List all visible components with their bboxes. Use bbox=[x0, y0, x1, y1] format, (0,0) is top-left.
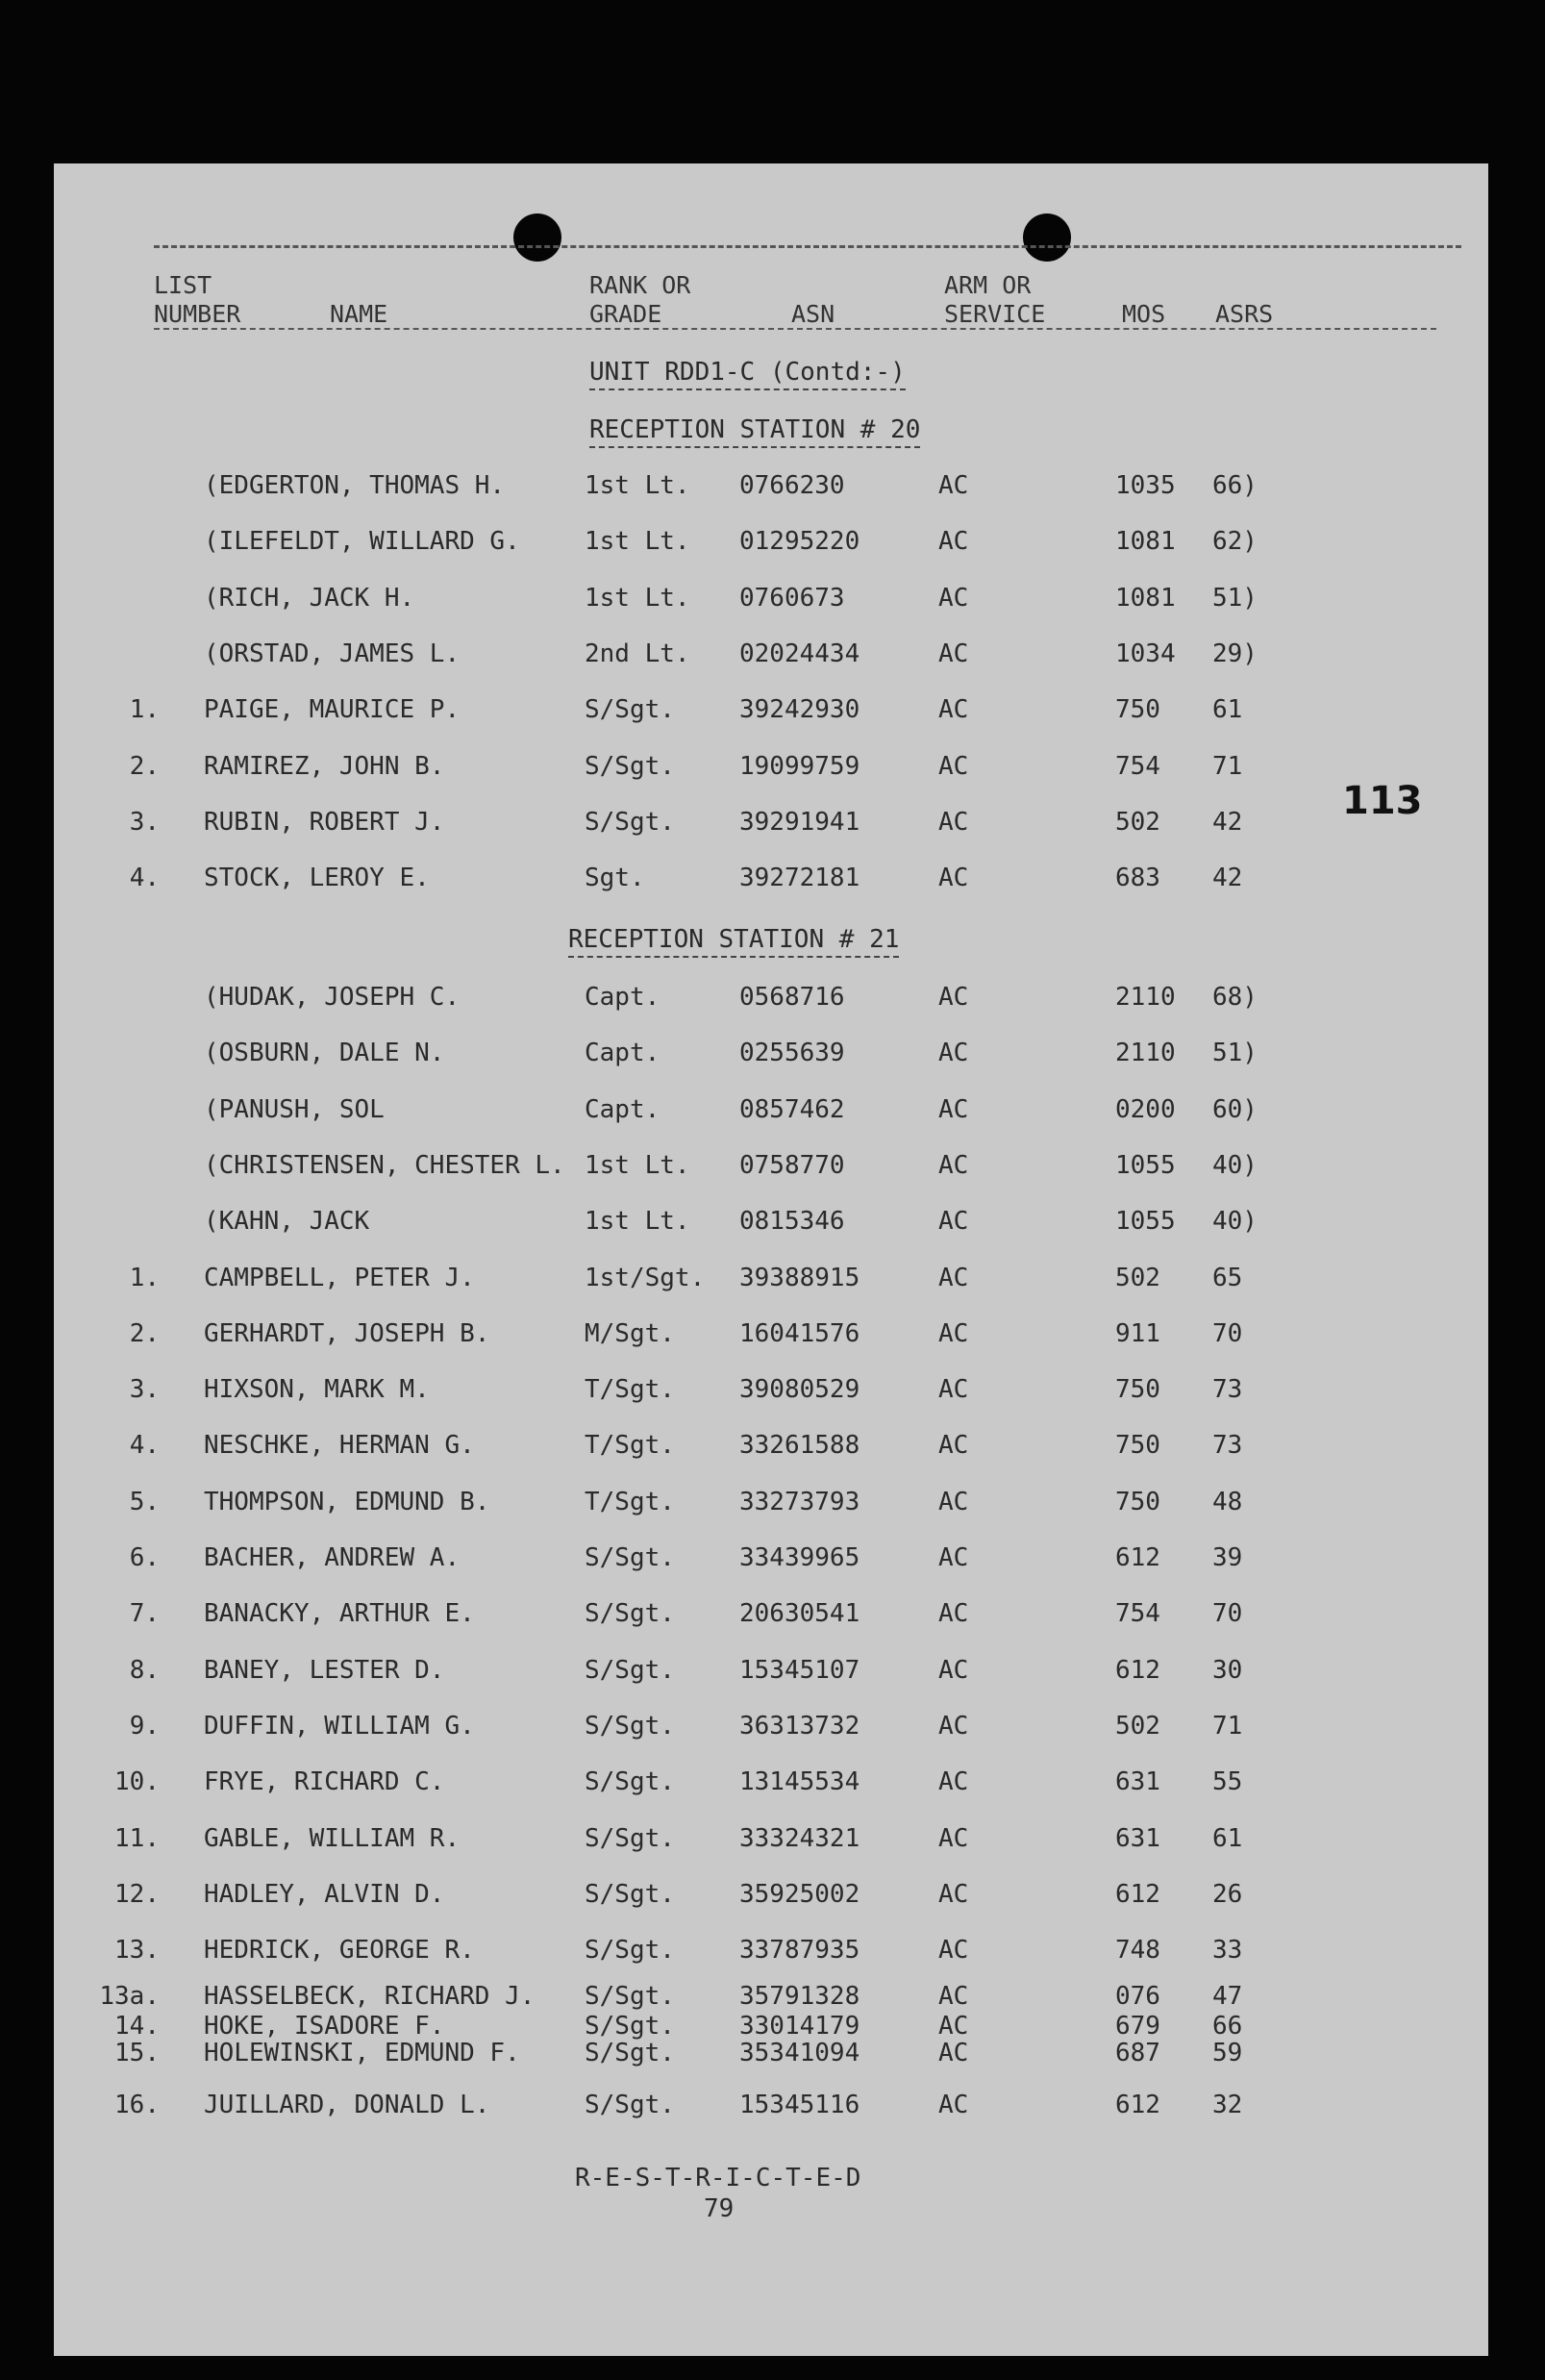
cell-asn: 16041576 bbox=[739, 1318, 860, 1348]
cell-rank: S/Sgt. bbox=[585, 751, 675, 781]
cell-rank: M/Sgt. bbox=[585, 1318, 675, 1348]
cell-mos: 631 bbox=[1115, 1767, 1160, 1797]
cell-arm: AC bbox=[938, 1823, 969, 1853]
cell-name: FRYE, RICHARD C. bbox=[204, 1767, 445, 1797]
page-number: 79 bbox=[704, 2194, 735, 2223]
cell-name: (ILEFELDT, WILLARD G. bbox=[204, 527, 520, 557]
cell-mos: 754 bbox=[1115, 1599, 1160, 1629]
cell-asrs: 68) bbox=[1212, 983, 1258, 1012]
cell-rank: S/Sgt. bbox=[585, 1936, 675, 1966]
cell-asrs: 40) bbox=[1212, 1207, 1258, 1237]
cell-arm: AC bbox=[938, 1094, 969, 1124]
cell-mos: 1081 bbox=[1115, 527, 1176, 557]
header-asn: ASN bbox=[791, 300, 835, 328]
cell-arm: AC bbox=[938, 1711, 969, 1741]
cell-asn: 39388915 bbox=[739, 1263, 860, 1292]
cell-rank: S/Sgt. bbox=[585, 1767, 675, 1797]
cell-arm: AC bbox=[938, 807, 969, 837]
cell-mos: 502 bbox=[1115, 807, 1160, 837]
cell-mos: 750 bbox=[1115, 695, 1160, 725]
cell-asrs: 70 bbox=[1212, 1599, 1243, 1629]
cell-num: 16. bbox=[114, 2091, 160, 2120]
cell-name: (KAHN, JACK bbox=[204, 1207, 370, 1237]
cell-mos: 750 bbox=[1115, 1487, 1160, 1516]
cell-rank: T/Sgt. bbox=[585, 1487, 675, 1516]
cell-mos: 748 bbox=[1115, 1936, 1160, 1966]
cell-num: 1. bbox=[129, 1263, 160, 1292]
cell-num: 4. bbox=[129, 864, 160, 893]
cell-name: PAIGE, MAURICE P. bbox=[204, 695, 461, 725]
page-number-stamp: 113 bbox=[1342, 779, 1423, 823]
header-asrs: ASRS bbox=[1215, 300, 1274, 328]
cell-name: (PANUSH, SOL bbox=[204, 1094, 385, 1124]
cell-name: STOCK, LEROY E. bbox=[204, 864, 430, 893]
cell-asn: 13145534 bbox=[739, 1767, 860, 1797]
cell-name: HOLEWINSKI, EDMUND F. bbox=[204, 2039, 520, 2067]
cell-num: 15. bbox=[114, 2039, 160, 2067]
cell-arm: AC bbox=[938, 1150, 969, 1180]
cell-asn: 33324321 bbox=[739, 1823, 860, 1853]
cell-asn: 19099759 bbox=[739, 751, 860, 781]
cell-num: 9. bbox=[129, 1711, 160, 1741]
cell-arm: AC bbox=[938, 1599, 969, 1629]
cell-arm: AC bbox=[938, 1431, 969, 1461]
cell-name: (RICH, JACK H. bbox=[204, 583, 415, 613]
cell-asrs: 55 bbox=[1212, 1767, 1243, 1797]
cell-arm: AC bbox=[938, 1936, 969, 1966]
cell-name: (EDGERTON, THOMAS H. bbox=[204, 471, 506, 500]
header-underline bbox=[154, 328, 1436, 330]
cell-mos: 502 bbox=[1115, 1711, 1160, 1741]
cell-arm: AC bbox=[938, 1982, 969, 2012]
cell-mos: 1081 bbox=[1115, 583, 1176, 613]
header-mos: MOS bbox=[1122, 300, 1166, 328]
cell-asn: 0857462 bbox=[739, 1094, 845, 1124]
cell-name: (ORSTAD, JAMES L. bbox=[204, 639, 461, 668]
cell-arm: AC bbox=[938, 1543, 969, 1572]
cell-num: 14. bbox=[114, 2011, 160, 2041]
cell-asrs: 39 bbox=[1212, 1543, 1243, 1572]
cell-mos: 1055 bbox=[1115, 1207, 1176, 1237]
punch-hole-right bbox=[1023, 213, 1071, 262]
cell-asn: 0255639 bbox=[739, 1039, 845, 1068]
cell-num: 5. bbox=[129, 1487, 160, 1516]
cell-asrs: 66) bbox=[1212, 471, 1258, 500]
header-rank: RANK OR GRADE bbox=[589, 271, 691, 328]
cell-arm: AC bbox=[938, 1879, 969, 1909]
cell-asn: 33787935 bbox=[739, 1936, 860, 1966]
cell-asrs: 26 bbox=[1212, 1879, 1243, 1909]
cell-arm: AC bbox=[938, 1767, 969, 1797]
cell-mos: 754 bbox=[1115, 751, 1160, 781]
cell-asrs: 30 bbox=[1212, 1655, 1243, 1685]
cell-arm: AC bbox=[938, 751, 969, 781]
header-name: NAME bbox=[330, 300, 388, 328]
cell-asrs: 32 bbox=[1212, 2091, 1243, 2120]
cell-asrs: 73 bbox=[1212, 1375, 1243, 1405]
cell-name: CAMPBELL, PETER J. bbox=[204, 1263, 475, 1292]
cell-asrs: 65 bbox=[1212, 1263, 1243, 1292]
cell-arm: AC bbox=[938, 1263, 969, 1292]
cell-rank: Capt. bbox=[585, 1094, 660, 1124]
cell-asn: 36313732 bbox=[739, 1711, 860, 1741]
cell-mos: 612 bbox=[1115, 1655, 1160, 1685]
cell-num: 7. bbox=[129, 1599, 160, 1629]
cell-name: BACHER, ANDREW A. bbox=[204, 1543, 461, 1572]
cell-asn: 01295220 bbox=[739, 527, 860, 557]
cell-num: 6. bbox=[129, 1543, 160, 1572]
cell-asrs: 59 bbox=[1212, 2039, 1243, 2067]
cell-rank: 1st Lt. bbox=[585, 1207, 690, 1237]
cell-num: 13a. bbox=[99, 1982, 160, 2012]
cell-name: THOMPSON, EDMUND B. bbox=[204, 1487, 490, 1516]
cell-arm: AC bbox=[938, 2011, 969, 2041]
cell-arm: AC bbox=[938, 583, 969, 613]
cell-asn: 35341094 bbox=[739, 2039, 860, 2067]
cell-arm: AC bbox=[938, 1039, 969, 1068]
cell-mos: 612 bbox=[1115, 2091, 1160, 2120]
cell-mos: 1035 bbox=[1115, 471, 1176, 500]
cell-num: 12. bbox=[114, 1879, 160, 1909]
cell-asn: 0766230 bbox=[739, 471, 845, 500]
cell-rank: 1st Lt. bbox=[585, 471, 690, 500]
cell-rank: Capt. bbox=[585, 983, 660, 1012]
header-arm: ARM OR SERVICE bbox=[944, 271, 1046, 328]
cell-rank: S/Sgt. bbox=[585, 2011, 675, 2041]
cell-name: (CHRISTENSEN, CHESTER L. bbox=[204, 1150, 565, 1180]
cell-rank: S/Sgt. bbox=[585, 2039, 675, 2067]
cell-rank: Capt. bbox=[585, 1039, 660, 1068]
cell-mos: 683 bbox=[1115, 864, 1160, 893]
cell-mos: 631 bbox=[1115, 1823, 1160, 1853]
cell-asn: 0758770 bbox=[739, 1150, 845, 1180]
cell-rank: T/Sgt. bbox=[585, 1375, 675, 1405]
cell-asn: 35925002 bbox=[739, 1879, 860, 1909]
cell-asrs: 71 bbox=[1212, 751, 1243, 781]
cell-asn: 02024434 bbox=[739, 639, 860, 668]
cell-asn: 33273793 bbox=[739, 1487, 860, 1516]
cell-arm: AC bbox=[938, 1318, 969, 1348]
cell-name: GABLE, WILLIAM R. bbox=[204, 1823, 461, 1853]
cell-num: 3. bbox=[129, 1375, 160, 1405]
cell-name: RAMIREZ, JOHN B. bbox=[204, 751, 445, 781]
cell-rank: 1st Lt. bbox=[585, 527, 690, 557]
cell-rank: S/Sgt. bbox=[585, 2091, 675, 2120]
cell-asrs: 51) bbox=[1212, 1039, 1258, 1068]
cell-asrs: 70 bbox=[1212, 1318, 1243, 1348]
unit-title: UNIT RDD1-C (Contd:-) bbox=[589, 358, 906, 390]
cell-asn: 33439965 bbox=[739, 1543, 860, 1572]
cell-asrs: 47 bbox=[1212, 1982, 1243, 2012]
cell-asn: 35791328 bbox=[739, 1982, 860, 2012]
cell-asn: 0760673 bbox=[739, 583, 845, 613]
cell-name: HIXSON, MARK M. bbox=[204, 1375, 430, 1405]
cell-rank: 2nd Lt. bbox=[585, 639, 690, 668]
cell-asrs: 48 bbox=[1212, 1487, 1243, 1516]
cell-arm: AC bbox=[938, 471, 969, 500]
cell-name: BANEY, LESTER D. bbox=[204, 1655, 445, 1685]
cell-arm: AC bbox=[938, 983, 969, 1012]
cell-num: 13. bbox=[114, 1936, 160, 1966]
top-divider bbox=[154, 245, 1461, 248]
cell-mos: 2110 bbox=[1115, 1039, 1176, 1068]
cell-arm: AC bbox=[938, 527, 969, 557]
cell-asrs: 42 bbox=[1212, 807, 1243, 837]
cell-rank: S/Sgt. bbox=[585, 695, 675, 725]
cell-rank: S/Sgt. bbox=[585, 807, 675, 837]
cell-asrs: 61 bbox=[1212, 695, 1243, 725]
cell-rank: T/Sgt. bbox=[585, 1431, 675, 1461]
cell-mos: 502 bbox=[1115, 1263, 1160, 1292]
cell-asn: 39242930 bbox=[739, 695, 860, 725]
cell-asn: 0568716 bbox=[739, 983, 845, 1012]
cell-asrs: 71 bbox=[1212, 1711, 1243, 1741]
document-page bbox=[54, 163, 1488, 2356]
cell-arm: AC bbox=[938, 695, 969, 725]
punch-hole-left bbox=[513, 213, 561, 262]
cell-asn: 33261588 bbox=[739, 1431, 860, 1461]
cell-rank: Sgt. bbox=[585, 864, 645, 893]
cell-mos: 750 bbox=[1115, 1431, 1160, 1461]
cell-rank: S/Sgt. bbox=[585, 1879, 675, 1909]
cell-arm: AC bbox=[938, 1207, 969, 1237]
cell-rank: 1st/Sgt. bbox=[585, 1263, 706, 1292]
cell-mos: 076 bbox=[1115, 1982, 1160, 2012]
cell-name: (OSBURN, DALE N. bbox=[204, 1039, 445, 1068]
section-title: RECEPTION STATION # 20 bbox=[589, 415, 920, 448]
cell-arm: AC bbox=[938, 1487, 969, 1516]
cell-num: 1. bbox=[129, 695, 160, 725]
cell-asn: 15345107 bbox=[739, 1655, 860, 1685]
cell-rank: S/Sgt. bbox=[585, 1823, 675, 1853]
cell-name: JUILLARD, DONALD L. bbox=[204, 2091, 490, 2120]
cell-rank: S/Sgt. bbox=[585, 1982, 675, 2012]
cell-asrs: 62) bbox=[1212, 527, 1258, 557]
cell-asn: 39272181 bbox=[739, 864, 860, 893]
cell-asn: 0815346 bbox=[739, 1207, 845, 1237]
cell-num: 10. bbox=[114, 1767, 160, 1797]
cell-rank: S/Sgt. bbox=[585, 1599, 675, 1629]
cell-mos: 679 bbox=[1115, 2011, 1160, 2041]
cell-rank: 1st Lt. bbox=[585, 1150, 690, 1180]
cell-mos: 0200 bbox=[1115, 1094, 1176, 1124]
cell-name: (HUDAK, JOSEPH C. bbox=[204, 983, 461, 1012]
cell-name: DUFFIN, WILLIAM G. bbox=[204, 1711, 475, 1741]
cell-num: 3. bbox=[129, 807, 160, 837]
cell-num: 2. bbox=[129, 1318, 160, 1348]
cell-asrs: 29) bbox=[1212, 639, 1258, 668]
cell-arm: AC bbox=[938, 1655, 969, 1685]
cell-asrs: 40) bbox=[1212, 1150, 1258, 1180]
cell-arm: AC bbox=[938, 1375, 969, 1405]
cell-asn: 39291941 bbox=[739, 807, 860, 837]
classification-footer: R-E-S-T-R-I-C-T-E-D bbox=[575, 2164, 861, 2192]
cell-asrs: 66 bbox=[1212, 2011, 1243, 2041]
cell-asrs: 33 bbox=[1212, 1936, 1243, 1966]
cell-name: NESCHKE, HERMAN G. bbox=[204, 1431, 475, 1461]
cell-arm: AC bbox=[938, 2091, 969, 2120]
cell-arm: AC bbox=[938, 639, 969, 668]
cell-arm: AC bbox=[938, 864, 969, 893]
cell-mos: 612 bbox=[1115, 1543, 1160, 1572]
cell-asrs: 61 bbox=[1212, 1823, 1243, 1853]
cell-mos: 687 bbox=[1115, 2039, 1160, 2067]
cell-name: HEDRICK, GEORGE R. bbox=[204, 1936, 475, 1966]
cell-asn: 15345116 bbox=[739, 2091, 860, 2120]
cell-num: 8. bbox=[129, 1655, 160, 1685]
cell-name: GERHARDT, JOSEPH B. bbox=[204, 1318, 490, 1348]
cell-num: 2. bbox=[129, 751, 160, 781]
cell-asrs: 42 bbox=[1212, 864, 1243, 893]
header-list-number: LIST NUMBER bbox=[154, 271, 241, 328]
cell-name: HOKE, ISADORE F. bbox=[204, 2011, 445, 2041]
cell-rank: S/Sgt. bbox=[585, 1655, 675, 1685]
cell-name: BANACKY, ARTHUR E. bbox=[204, 1599, 475, 1629]
cell-asrs: 51) bbox=[1212, 583, 1258, 613]
cell-mos: 1055 bbox=[1115, 1150, 1176, 1180]
cell-num: 4. bbox=[129, 1431, 160, 1461]
cell-rank: 1st Lt. bbox=[585, 583, 690, 613]
cell-asn: 20630541 bbox=[739, 1599, 860, 1629]
cell-asrs: 73 bbox=[1212, 1431, 1243, 1461]
cell-arm: AC bbox=[938, 2039, 969, 2067]
cell-mos: 2110 bbox=[1115, 983, 1176, 1012]
section-title: RECEPTION STATION # 21 bbox=[568, 925, 899, 958]
cell-num: 11. bbox=[114, 1823, 160, 1853]
cell-asrs: 60) bbox=[1212, 1094, 1258, 1124]
cell-name: HADLEY, ALVIN D. bbox=[204, 1879, 445, 1909]
cell-rank: S/Sgt. bbox=[585, 1543, 675, 1572]
cell-asn: 33014179 bbox=[739, 2011, 860, 2041]
cell-mos: 911 bbox=[1115, 1318, 1160, 1348]
cell-mos: 612 bbox=[1115, 1879, 1160, 1909]
cell-rank: S/Sgt. bbox=[585, 1711, 675, 1741]
cell-mos: 750 bbox=[1115, 1375, 1160, 1405]
cell-name: RUBIN, ROBERT J. bbox=[204, 807, 445, 837]
cell-name: HASSELBECK, RICHARD J. bbox=[204, 1982, 536, 2012]
cell-asn: 39080529 bbox=[739, 1375, 860, 1405]
cell-mos: 1034 bbox=[1115, 639, 1176, 668]
